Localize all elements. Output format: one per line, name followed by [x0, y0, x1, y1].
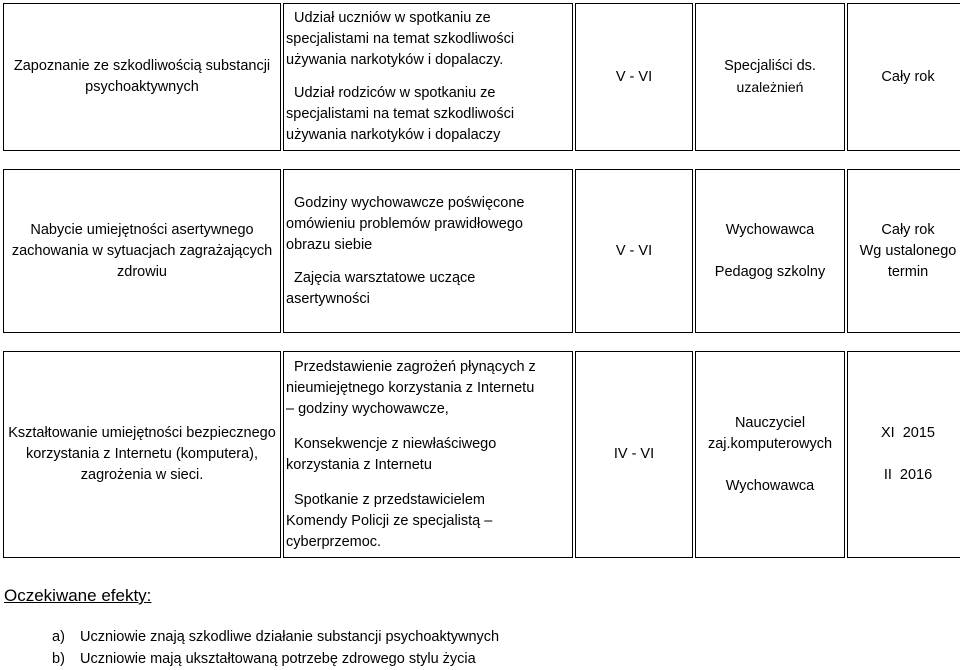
- classes-cell: [575, 351, 693, 558]
- deadline-line: Cały rok: [881, 68, 935, 85]
- deadline-line: Cały rok: [881, 221, 935, 238]
- row-spacer: [3, 153, 960, 167]
- activity-line: Zajęcia warsztatowe uczące: [294, 269, 476, 286]
- list-item-text: Uczniowie mają ukształtowaną potrzebę zdrowego stylu życia: [80, 651, 476, 667]
- responsible-line: Pedagog szkolny: [714, 263, 826, 280]
- activities-table: [1, 1, 960, 560]
- activity-line: Udział uczniów w spotkaniu ze: [294, 10, 491, 26]
- deadline-cell: [847, 169, 960, 333]
- deadline-line: termin: [887, 263, 929, 280]
- list-item-text: Uczniowie znają szkodliwe działanie substancji psychoaktywnych: [80, 629, 500, 645]
- goal-cell: [3, 169, 281, 333]
- deadline-cell: [847, 3, 960, 151]
- activity-line: Udział rodziców w spotkaniu ze: [294, 85, 496, 101]
- responsible-line: Wychowawca: [725, 477, 815, 494]
- goal-text: Nabycie umiejętności asertywnego zachowania w sytuacjach zagrażających zdrowiu: [11, 221, 273, 280]
- activities-cell: [283, 3, 573, 151]
- activity-line: – godziny wychowawcze,: [286, 400, 449, 417]
- activity-line: cyberprzemoc.: [286, 533, 382, 550]
- activity-line: używania narkotyków i dopalaczy.: [286, 52, 504, 68]
- activity-line: asertywności: [286, 290, 370, 307]
- goal-cell: [3, 3, 281, 151]
- activity-line: Komendy Policji ze specjalistą –: [286, 512, 493, 529]
- activities-cell: [283, 169, 573, 333]
- goal-text: Kształtowanie umiejętności bezpiecznego korzystania z Internetu (komputera), zagrożenia w sieci.: [8, 425, 276, 483]
- activity-line: specjalistami na temat szkodliwości: [286, 31, 515, 47]
- responsible-line: uzależnień: [736, 79, 804, 95]
- activity-line: specjalistami na temat szkodliwości: [286, 106, 515, 122]
- effects-list: [52, 626, 499, 670]
- list-item: [52, 626, 499, 648]
- classes-text: V - VI: [615, 68, 653, 85]
- activity-line: używania narkotyków i dopalaczy: [286, 127, 501, 143]
- goal-text: Zapoznanie ze szkodliwością substancji psychoaktywnych: [13, 58, 271, 95]
- deadline-cell: [847, 351, 960, 558]
- responsible-line: Specjaliści ds.: [724, 58, 816, 74]
- classes-text: IV - VI: [613, 446, 655, 462]
- activity-line: Spotkanie z przedstawicielem: [294, 491, 486, 508]
- activity-line: Przedstawienie zagrożeń płynących z: [294, 358, 536, 375]
- deadline-line: Wg ustalonego: [859, 242, 957, 259]
- activities-cell: [283, 351, 573, 558]
- activity-line: korzystania z Internetu: [286, 456, 432, 473]
- responsible-line: Nauczyciel: [734, 414, 806, 431]
- table-row: [3, 351, 960, 558]
- goal-cell: [3, 351, 281, 558]
- activity-line: Godziny wychowawcze poświęcone: [294, 194, 525, 211]
- responsible-line: Wychowawca: [725, 221, 815, 238]
- row-spacer: [3, 335, 960, 349]
- deadline-line: XI 2015: [880, 425, 935, 441]
- responsible-line: zaj.komputerowych: [707, 435, 833, 452]
- activity-line: nieumiejętnego korzystania z Internetu: [286, 379, 535, 396]
- activity-line: Konsekwencje z niewłaściwego: [294, 435, 497, 452]
- list-marker: b): [52, 651, 65, 667]
- responsible-cell: [695, 351, 845, 558]
- table-row: [3, 169, 960, 333]
- activity-line: obrazu siebie: [286, 236, 373, 253]
- effects-heading: Oczekiwane efekty:: [4, 586, 152, 605]
- responsible-cell: [695, 169, 845, 333]
- deadline-line: II 2016: [883, 467, 933, 483]
- responsible-cell: [695, 3, 845, 151]
- activity-line: omówieniu problemów prawidłowego: [286, 215, 523, 232]
- classes-cell: [575, 169, 693, 333]
- list-marker: a): [52, 629, 65, 645]
- classes-text: V - VI: [615, 242, 653, 259]
- table-row: [3, 3, 960, 151]
- classes-cell: [575, 3, 693, 151]
- list-item: [52, 648, 499, 670]
